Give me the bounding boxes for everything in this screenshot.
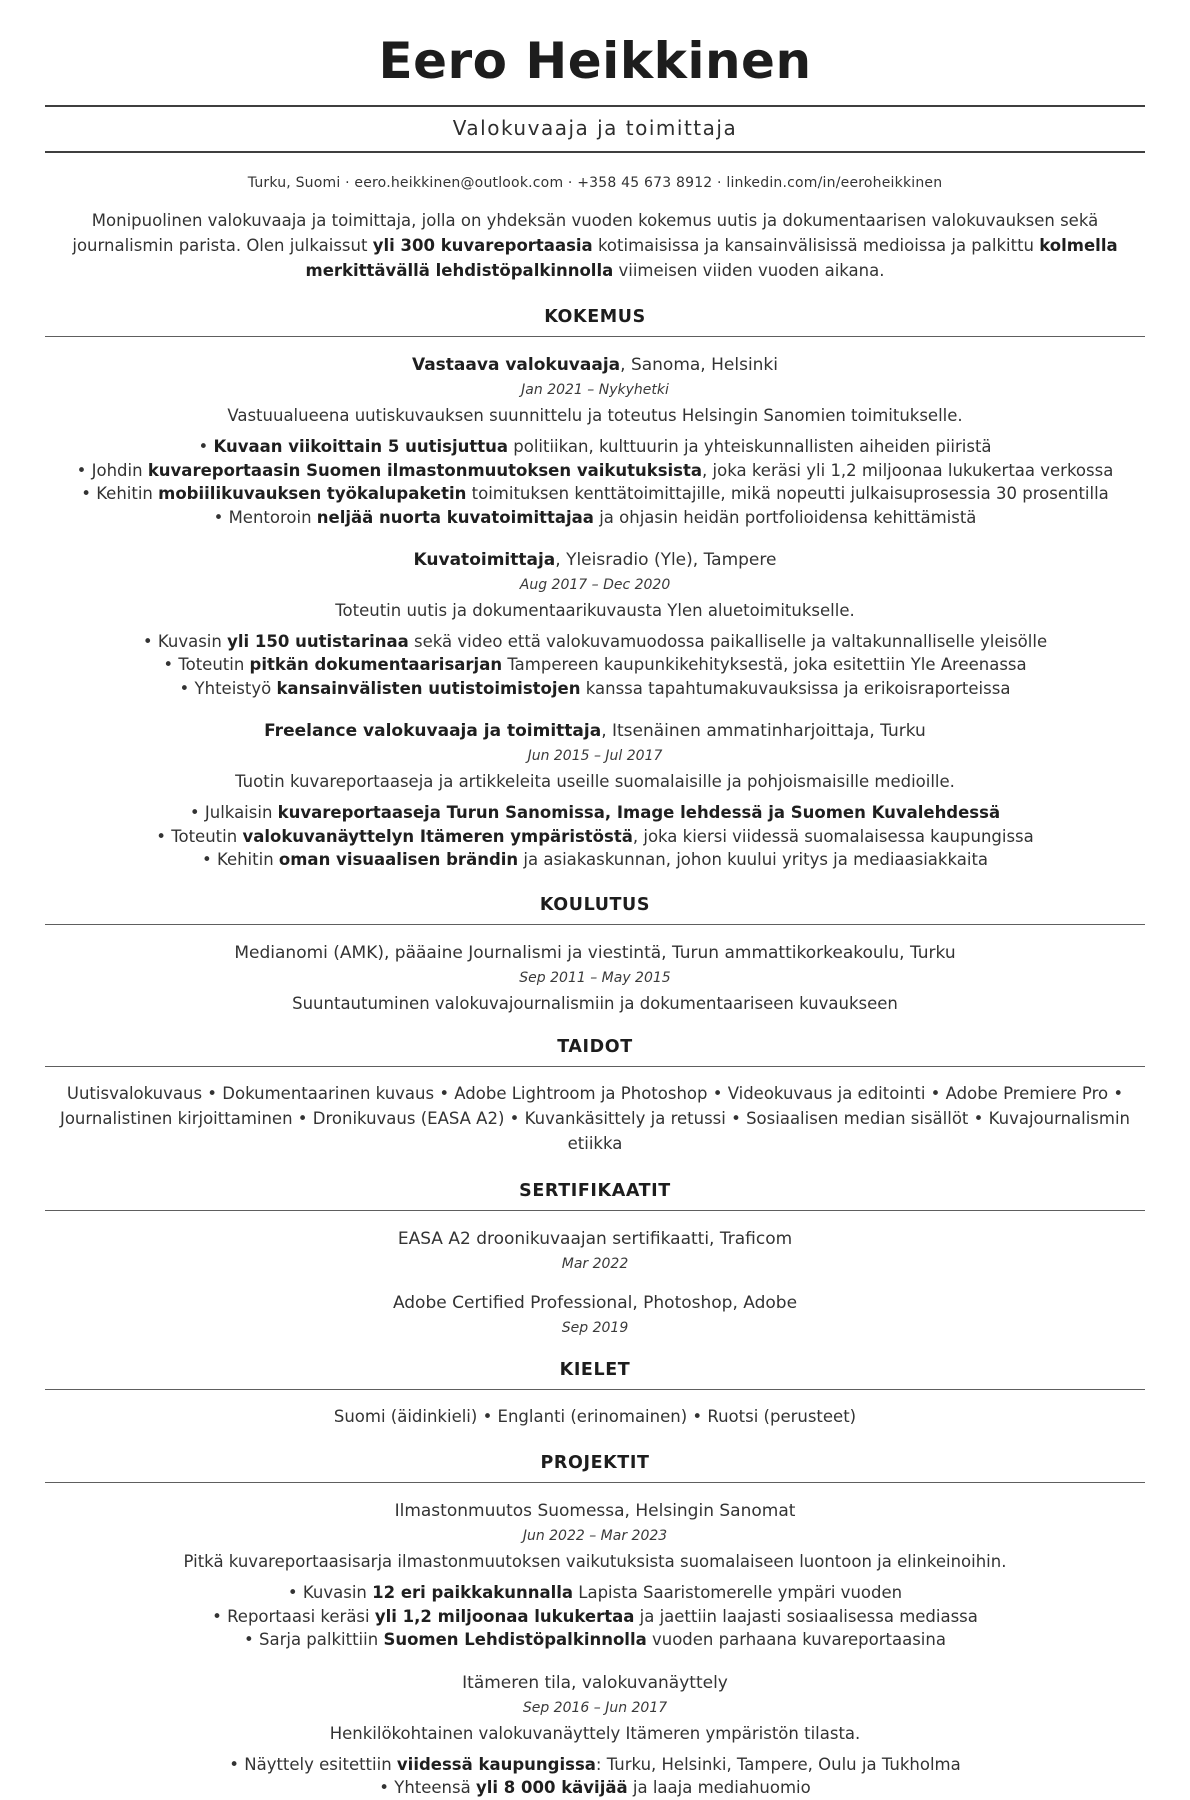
- bullet-item: • Kuvaan viikoittain 5 uutisjuttua politiikan, kulttuurin ja yhteiskunnallisten aiheiden piiristä: [45, 435, 1145, 458]
- bullet-list: [45, 1753, 1145, 1800]
- skills-list: Uutisvalokuvaus • Dokumentaarinen kuvaus • Adobe Lightroom ja Photoshop • Videokuvaus ja editointi • Adobe Premiere Pro • Journalistinen kirjoittaminen • Dronikuvaus (EASA A2) • Kuvankäsittely ja retussi • Sosiaalisen median sisällöt • Kuvajournalismin etiikka: [59, 1084, 1131, 1153]
- bullet-item: • Kehitin mobiilikuvauksen työkalupaketin toimituksen kenttätoimittajille, mikä nopeutti julkaisuprosessia 30 prosentilla: [45, 482, 1145, 505]
- entry-description: Henkilökohtainen valokuvanäyttely Itämeren ympäristön tilasta.: [329, 1723, 861, 1743]
- entry-dates: Sep 2019: [561, 1319, 629, 1336]
- entry-dates: Mar 2022: [561, 1255, 629, 1272]
- bullet-list: [45, 435, 1145, 529]
- job-org: , Yleisradio (Yle), Tampere: [555, 549, 777, 570]
- entry-dates: Sep 2016 – Jun 2017: [522, 1699, 668, 1716]
- bullet-item: • Näyttely esitettiin viidessä kaupungissa: Turku, Helsinki, Tampere, Oulu ja Tukholma: [45, 1753, 1145, 1776]
- languages-list: Suomi (äidinkieli) • Englanti (erinomainen) • Ruotsi (perusteet): [333, 1406, 857, 1426]
- entry-description: Tuotin kuvareportaaseja ja artikkeleita useille suomalaisille ja pohjoismaisille medioille.: [235, 772, 955, 792]
- experience-entry: [45, 355, 1145, 529]
- entry-title-line: [45, 550, 1145, 570]
- section-heading-education: KOULUTUS: [45, 895, 1145, 925]
- bullet-item: • Johdin kuvareportaasin Suomen ilmastonmuutoksen vaikutuksista, joka keräsi yli 1,2 miljoonaa lukukertaa verkossa: [45, 459, 1145, 482]
- entry-description: Suuntautuminen valokuvajournalismiin ja dokumentaariseen kuvaukseen: [292, 994, 898, 1014]
- job-title: Freelance valokuvaaja ja toimittaja: [264, 721, 602, 742]
- person-title: Valokuvaaja ja toimittaja: [452, 116, 738, 140]
- bullet-item: • Kehitin oman visuaalisen brändin ja asiakaskunnan, johon kuului yritys ja mediaasiakkaita: [45, 848, 1145, 871]
- job-title: Vastaava valokuvaaja: [411, 355, 621, 376]
- job-org: , Itsenäinen ammatinharjoittaja, Turku: [601, 721, 926, 742]
- section-experience: [45, 307, 1145, 871]
- entry-title-line: Ilmastonmuutos Suomessa, Helsingin Sanomat: [394, 1501, 796, 1522]
- bullet-item: • Julkaisin kuvareportaaseja Turun Sanomissa, Image lehdessä ja Suomen Kuvalehdessä: [45, 801, 1145, 824]
- experience-entry: [45, 550, 1145, 700]
- bullet-item: • Toteutin valokuvanäyttelyn Itämeren ympäristöstä, joka kiersi viidessä suomalaisessa kaupungissa: [45, 825, 1145, 848]
- section-skills: [45, 1037, 1145, 1156]
- bullet-item: • Toteutin pitkän dokumentaarisarjan Tampereen kaupunkikehityksestä, joka esitettiin Yle Areenassa: [45, 653, 1145, 676]
- bullet-item: • Yhteensä yli 8 000 kävijää ja laaja mediahuomio: [45, 1776, 1145, 1799]
- section-education: [45, 895, 1145, 1013]
- entry-title-line: [45, 355, 1145, 375]
- bullet-item: • Yhteistyö kansainvälisten uutistoimistojen kanssa tapahtumakuvauksissa ja erikoisraporteissa: [45, 677, 1145, 700]
- entry-dates: Jun 2015 – Jul 2017: [527, 748, 663, 765]
- entry-title-line: [45, 721, 1145, 741]
- entry-title-line: Itämeren tila, valokuvanäyttely: [462, 1672, 728, 1693]
- entry-description: Pitkä kuvareportaasisarja ilmastonmuutoksen vaikutuksista suomalaiseen luontoon ja elinkeinoihin.: [183, 1552, 1007, 1572]
- entry-dates: Jun 2022 – Mar 2023: [522, 1528, 668, 1545]
- entry-description: Vastuualueena uutiskuvauksen suunnittelu ja toteutus Helsingin Sanomien toimitukselle.: [227, 406, 963, 426]
- experience-entry: [45, 721, 1145, 871]
- person-name: Eero Heikkinen: [378, 32, 812, 90]
- section-heading-languages: KIELET: [45, 1360, 1145, 1390]
- bullet-item: • Mentoroin neljää nuorta kuvatoimittajaa ja ohjasin heidän portfolioidensa kehittämistä: [45, 506, 1145, 529]
- project-entry: [45, 1673, 1145, 1800]
- bullet-list: [45, 801, 1145, 871]
- summary-paragraph: Monipuolinen valokuvaaja ja toimittaja, jolla on yhdeksän vuoden kokemus uutis ja dokumentaarisen valokuvauksen sekä journalismin parista. Olen julkaissut yli 300 kuvareportaasia kotimaisissa ja kansainvälisissä medioissa ja palkittu kolmella merkittävällä lehdistöpalkinnolla viimeisen viiden vuoden aikana.: [72, 211, 1118, 281]
- section-certifications: [45, 1181, 1145, 1336]
- bullet-item: • Sarja palkittiin Suomen Lehdistöpalkinnolla vuoden parhaana kuvareportaasina: [45, 1628, 1145, 1651]
- certification-entry: [45, 1293, 1145, 1336]
- section-languages: [45, 1360, 1145, 1430]
- section-heading-experience: KOKEMUS: [45, 307, 1145, 337]
- entry-title-line: Medianomi (AMK), pääaine Journalismi ja viestintä, Turun ammattikorkeakoulu, Turku: [234, 943, 956, 964]
- entry-dates: Sep 2011 – May 2015: [519, 970, 671, 987]
- entry-dates: Aug 2017 – Dec 2020: [519, 576, 671, 593]
- certification-entry: [45, 1229, 1145, 1272]
- section-heading-certifications: SERTIFIKAATIT: [45, 1181, 1145, 1211]
- education-entry: [45, 943, 1145, 1013]
- divider-under-title: [45, 151, 1145, 153]
- entry-dates: Jan 2021 – Nykyhetki: [521, 382, 669, 399]
- section-heading-skills: TAIDOT: [45, 1037, 1145, 1067]
- bullet-item: • Reportaasi keräsi yli 1,2 miljoonaa lukukertaa ja jaettiin laajasti sosiaalisessa mediassa: [45, 1605, 1145, 1628]
- job-org: , Sanoma, Helsinki: [620, 355, 779, 376]
- section-heading-projects: PROJEKTIT: [45, 1453, 1145, 1483]
- contact-line: Turku, Suomi · eero.heikkinen@outlook.com · +358 45 673 8912 · linkedin.com/in/eeroheikkinen: [247, 175, 943, 191]
- project-entry: [45, 1501, 1145, 1651]
- bullet-list: [45, 1581, 1145, 1651]
- bullet-item: • Kuvasin yli 150 uutistarinaa sekä video että valokuvamuodossa paikalliselle ja valtakunnalliselle yleisölle: [45, 630, 1145, 653]
- entry-description: Toteutin uutis ja dokumentaarikuvausta Ylen aluetoimitukselle.: [335, 600, 855, 620]
- entry-title-line: Adobe Certified Professional, Photoshop, Adobe: [392, 1292, 798, 1313]
- section-projects: [45, 1453, 1145, 1799]
- bullet-item: • Kuvasin 12 eri paikkakunnalla Lapista Saaristomerelle ympäri vuoden: [45, 1581, 1145, 1604]
- bullet-list: [45, 630, 1145, 700]
- job-title: Kuvatoimittaja: [413, 549, 556, 570]
- entry-title-line: EASA A2 droonikuvaajan sertifikaatti, Traficom: [397, 1228, 793, 1249]
